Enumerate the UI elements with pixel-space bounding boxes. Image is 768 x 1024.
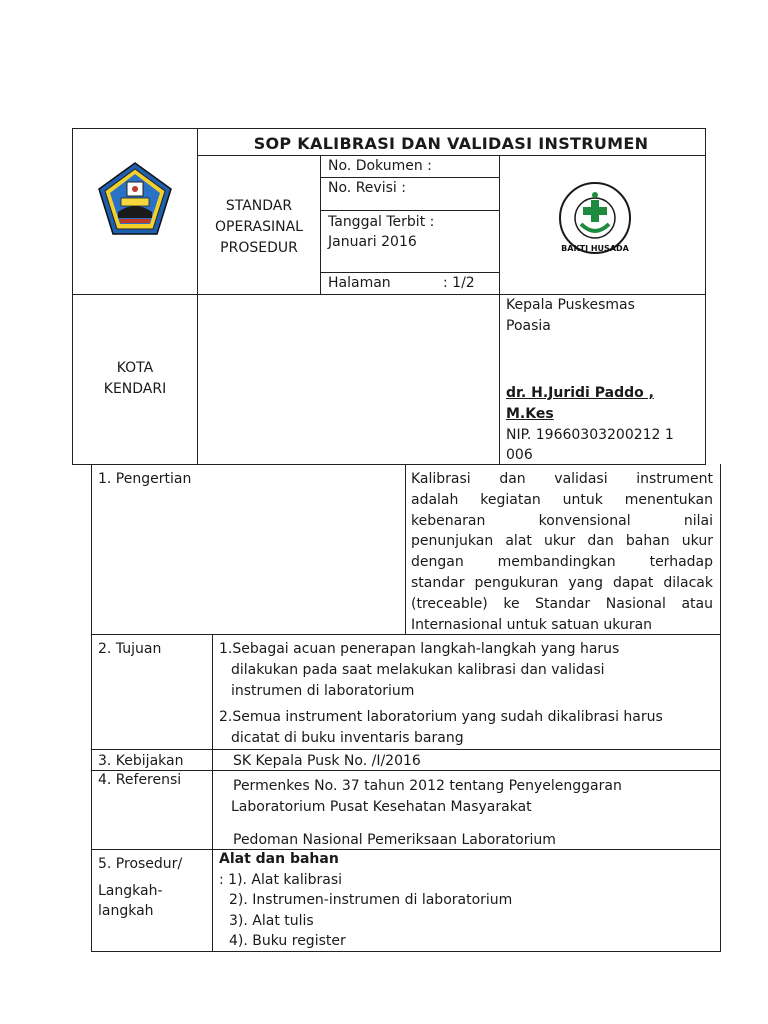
approver-line-2: Poasia <box>506 318 551 334</box>
prosedur-item: 2). Instrumen-instrumen di laboratorium <box>229 892 513 908</box>
prosedur-item: 4). Buku register <box>229 933 346 949</box>
nip-line-2: 006 <box>506 447 533 463</box>
pengertian-line: adalah kegiatan untuk menentukan <box>411 491 713 508</box>
tujuan-item-1-line-3: instrumen di laboratorium <box>231 683 415 699</box>
sop-type-line-1: STANDAR <box>225 198 293 214</box>
page-value: : 1/2 <box>443 275 475 291</box>
signer-name-line-1: dr. H.Juridi Paddo , <box>506 385 654 401</box>
page-label: Halaman <box>328 275 391 291</box>
sop-type-line-2: OPERASINAL <box>215 219 303 235</box>
kebijakan-label: 3. Kebijakan <box>98 753 184 769</box>
document-title: SOP KALIBRASI DAN VALIDASI INSTRUMEN <box>253 134 649 153</box>
city-line-2: KENDARI <box>103 381 167 397</box>
prosedur-label-line-3: langkah <box>98 903 154 919</box>
issued-label: Tanggal Terbit : <box>328 214 435 230</box>
referensi-label: 4. Referensi <box>98 772 182 788</box>
pengertian-line: penunjukan alat ukur dan bahan ukur <box>411 533 713 550</box>
referensi-2: Pedoman Nasional Pemeriksaan Laboratorium <box>233 832 556 848</box>
bakti-husada-logo-icon <box>557 180 633 256</box>
prosedur-heading: Alat dan bahan <box>219 851 339 867</box>
tujuan-item-2-line-1: 2.Semua instrument laboratorium yang sudah dikalibrasi harus <box>219 709 663 725</box>
revision-label: No. Revisi : <box>328 180 406 196</box>
bakti-husada-text: BAKTI HUSADA <box>561 244 629 253</box>
tujuan-label: 2. Tujuan <box>98 641 162 657</box>
signer-name-line-2: M.Kes <box>506 406 554 422</box>
prosedur-item: 3). Alat tulis <box>229 913 314 929</box>
sop-type-line-3: PROSEDUR <box>220 240 298 256</box>
pengertian-line: kebenaran konvensional nilai <box>411 512 713 529</box>
pengertian-line: dengan membandingkan terhadap <box>411 554 713 571</box>
pengertian-label: 1. Pengertian <box>98 471 192 487</box>
referensi-1-line-1: Permenkes No. 37 tahun 2012 tentang Penyelenggaran <box>233 778 622 794</box>
nip-line-1: NIP. 19660303200212 1 <box>506 427 674 443</box>
pengertian-line: Kalibrasi dan validasi instrument <box>411 471 713 487</box>
prosedur-label-line-1: 5. Prosedur/ <box>98 856 183 872</box>
prosedur-item: : 1). Alat kalibrasi <box>219 872 343 888</box>
issued-value: Januari 2016 <box>328 234 417 250</box>
tujuan-item-1-line-2: dilakukan pada saat melakukan kalibrasi dan validasi <box>231 662 605 678</box>
pengertian-line: (treceable) ke Standar Nasional atau <box>411 595 713 612</box>
kota-kendari-emblem-icon <box>96 160 174 238</box>
prosedur-label-line-2: Langkah- <box>98 883 163 899</box>
pengertian-text <box>411 469 713 635</box>
tujuan-item-2-line-2: dicatat di buku inventaris barang <box>231 730 464 746</box>
approver-line-1: Kepala Puskesmas <box>506 297 635 313</box>
pengertian-line: Internasional untuk satuan ukuran <box>411 616 653 633</box>
kebijakan-text: SK Kepala Pusk No. /I/2016 <box>233 753 421 769</box>
city-line-1: KOTA <box>116 360 154 376</box>
pengertian-line: standar pengukuran yang dapat dilacak <box>411 574 713 591</box>
tujuan-item-1-line-1: 1.Sebagai acuan penerapan langkah-langkah yang harus <box>219 641 620 657</box>
doc-number-label: No. Dokumen : <box>328 158 432 174</box>
referensi-1-line-2: Laboratorium Pusat Kesehatan Masyarakat <box>231 799 532 815</box>
